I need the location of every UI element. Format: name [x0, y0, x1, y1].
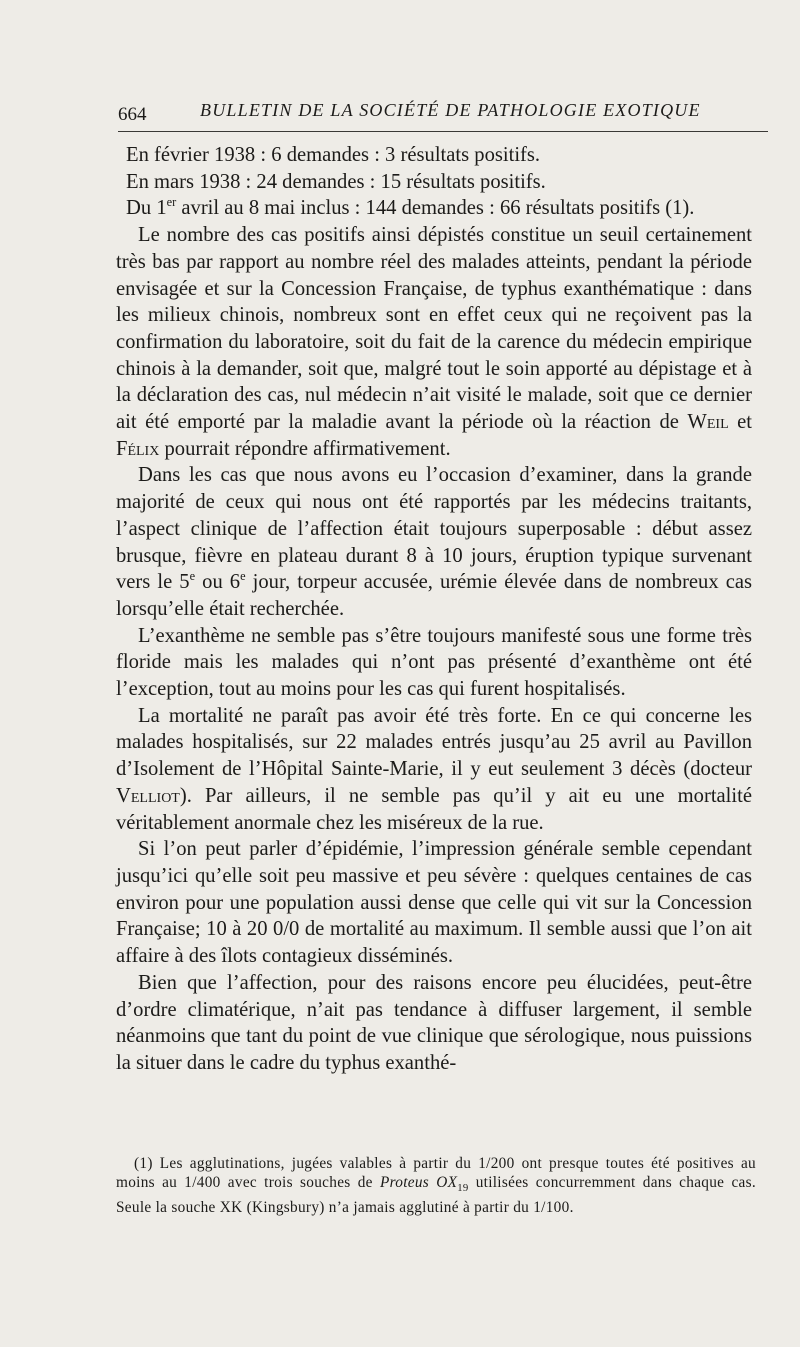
footnote-part: utilisées concurremment dans chaque cas. Seule la souche XK (Kingsbury) n’a jamais agglutiné à partir du 1/100.	[116, 1174, 756, 1217]
paragraph: Bien que l’affection, pour des raisons encore peu élucidées, peut-être d’ordre climatérique, n’ait pas tendance à diffuser largement, il semble néanmoins que tant du point de vue clinique que sérologique, nous puissions la situer dans le cadre du typhus exanthé-	[116, 971, 752, 1074]
page-header	[118, 98, 773, 132]
paragraph-text: et	[728, 411, 752, 434]
paragraph: L’exanthème ne semble pas s’être toujours manifesté sous une forme très floride mais les malades qui n’ont pas présenté d’exanthème ont été l’exception, tout au moins pour les cas qui furent hospitalisés.	[116, 624, 752, 701]
author-name: Félix	[116, 437, 160, 460]
author-name: Weil	[687, 411, 729, 434]
stats-text: Du 1	[126, 197, 167, 220]
stats-line	[116, 195, 752, 222]
paragraph-text: jour, torpeur accusée, urémie élevée dans de nombreux cas lorsqu’elle était recherchée.	[116, 571, 753, 620]
stats-line: En mars 1938 : 24 demandes : 15 résultats positifs.	[126, 170, 546, 193]
running-title: BULLETIN DE LA SOCIÉTÉ DE PATHOLOGIE EXOTIQUE	[200, 100, 701, 120]
header-rule	[118, 131, 768, 132]
superscript: e	[189, 569, 196, 584]
paragraph-text: ou 6	[195, 571, 241, 594]
paragraph	[116, 462, 752, 622]
superscript: e	[240, 569, 246, 584]
paragraph-text: Le nombre des cas positifs ainsi dépistés constitue un seuil certainement très bas par rapport au nombre réel des malades atteints, pendant la période envisagée et sur la Concession Française, de typhus exanthématique : dans les milieux chinois, nombreux sont en effet ceux qui ne reçoivent pas la confirmation du laboratoire, soit du fait de la carence du médecin empirique chinois à la demander, soit que, malgré tout le soin apporté au dépistage et à la déclaration des cas, nul médecin n’ait visité le malade, soit que ce dernier ait été emporté par la maladie avant la période où la réaction de	[116, 224, 752, 434]
subscript: 19	[457, 1182, 469, 1195]
stats-text: avril au 8 mai inclus : 144 demandes : 66 résultats positifs (1).	[176, 197, 695, 220]
paragraph-text: Dans les cas que nous avons eu l’occasion d’examiner, dans la grande majorité de ceux qui nous ont été rapportés par les médecins traitants, l’aspect clinique de l’affection était toujours superposable : début assez brusque, fièvre en plateau durant 8 à 10 jours, éruption typique survenant vers le 5	[116, 464, 752, 594]
footnote-text	[116, 1154, 756, 1218]
paragraph-text: ). Par ailleurs, il ne semble pas qu’il y ait eu une mortalité véritablement anormale chez les miséreux de la rue.	[116, 784, 752, 834]
author-name: Velliot	[116, 784, 180, 807]
paragraph	[116, 222, 752, 462]
stats-line: En février 1938 : 6 demandes : 3 résultats positifs.	[126, 144, 541, 166]
paragraph-text: pourrait répondre affirmativement.	[159, 437, 451, 460]
footnote-part: (1) Les agglutinations, jugées valables à partir du 1/200 ont presque toutes été positives au moins au 1/400 avec trois souches de	[116, 1155, 756, 1192]
page-number: 664	[118, 104, 147, 125]
body-text	[116, 142, 752, 1077]
footnote	[116, 1154, 756, 1218]
footnote-italic: Proteus OX	[379, 1174, 458, 1192]
paragraph: Si l’on peut parler d’épidémie, l’impression générale semble cependant jusqu’ici qu’elle soit peu massive et peu sévère : quelques centaines de cas environ pour une population aussi dense que celle qui vit sur la Concession Française; 10 à 20 0/0 de mortalité au maximum. Il semble aussi que l’on ait affaire à des îlots contagieux disséminés.	[116, 838, 752, 968]
paragraph	[116, 703, 752, 837]
paragraph-text: La mortalité ne paraît pas avoir été très forte. En ce qui concerne les malades hospitalisés, sur 22 malades entrés jusqu’au 25 avril au Pavillon d’Isolement de l’Hôpital Sainte-Marie, il y eut seulement 3 décès (docteur	[116, 704, 752, 781]
superscript: er	[166, 195, 177, 210]
